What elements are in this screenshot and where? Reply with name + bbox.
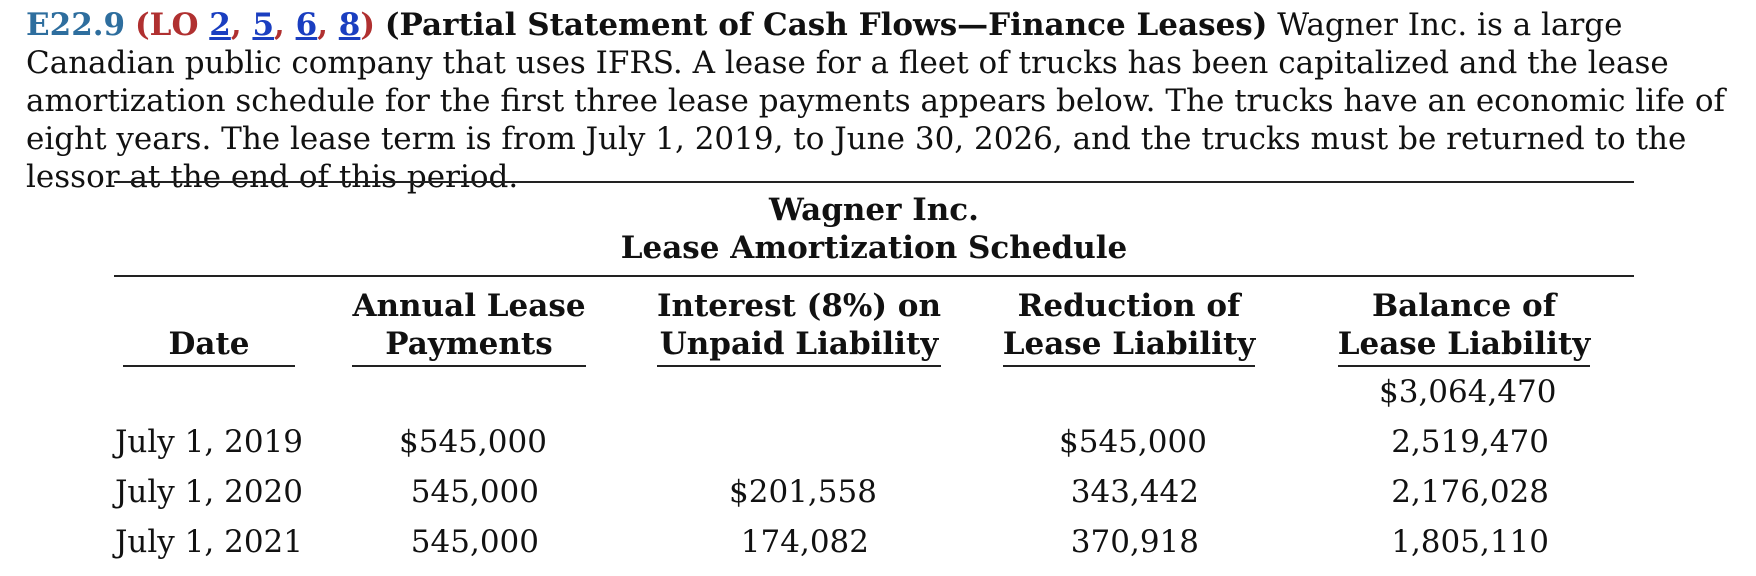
- exercise-body: Wagner Inc. is a large Canadian public company that uses IFRS. A lease for a fleet of trucks has been capitalized and the lease amortization schedule for the first three lease payments appears below. The trucks have an economic life of eight years. The lease term is from July 1, 2019, to June 30, 2026, and the trucks must be returned to the lessor at the end of this period.: [26, 7, 1725, 195]
- exercise-number: E22.9: [26, 7, 126, 43]
- table-row: [114, 467, 1634, 517]
- row-payment: $545,000: [399, 424, 547, 460]
- header-reduction: Reduction of Lease Liability: [964, 277, 1294, 367]
- lo-link-6[interactable]: 6: [295, 7, 318, 43]
- schedule-company: Wagner Inc.: [769, 192, 979, 228]
- exercise-text: [26, 6, 1741, 196]
- row-balance: 2,519,470: [1391, 424, 1549, 460]
- lease-amortization-schedule: [114, 181, 1634, 567]
- row-interest: 174,082: [740, 524, 869, 560]
- opening-balance-row: [114, 367, 1634, 417]
- opening-balance: $3,064,470: [1379, 374, 1557, 410]
- row-payment: 545,000: [410, 474, 539, 510]
- header-payments: Annual Lease Payments: [304, 277, 634, 367]
- schedule-table: [114, 277, 1634, 567]
- lo-link-8[interactable]: 8: [338, 7, 361, 43]
- learning-objectives: (LO 2, 5, 6, 8): [135, 7, 376, 43]
- row-reduction: 343,442: [1070, 474, 1199, 510]
- row-payment: 545,000: [410, 524, 539, 560]
- header-row: [114, 277, 1634, 367]
- schedule-title: Lease Amortization Schedule: [620, 230, 1128, 266]
- row-date: July 1, 2020: [115, 474, 303, 510]
- header-date: Date: [114, 277, 304, 367]
- row-date: July 1, 2019: [115, 424, 303, 460]
- table-row: [114, 417, 1634, 467]
- exercise-title: (Partial Statement of Cash Flows—Finance Leases): [384, 7, 1268, 43]
- row-balance: 1,805,110: [1391, 524, 1549, 560]
- lo-link-5[interactable]: 5: [252, 7, 275, 43]
- lo-link-2[interactable]: 2: [209, 7, 231, 43]
- lo-close: ): [360, 7, 376, 43]
- row-date: July 1, 2021: [115, 524, 303, 560]
- row-interest: $201,558: [729, 474, 877, 510]
- row-reduction: 370,918: [1070, 524, 1199, 560]
- table-row: [114, 517, 1634, 567]
- schedule-caption: [114, 183, 1634, 275]
- lo-open: (LO: [135, 7, 210, 43]
- row-reduction: $545,000: [1059, 424, 1207, 460]
- header-interest: Interest (8%) on Unpaid Liability: [634, 277, 964, 367]
- header-balance: Balance of Lease Liability: [1294, 277, 1634, 367]
- row-balance: 2,176,028: [1391, 474, 1549, 510]
